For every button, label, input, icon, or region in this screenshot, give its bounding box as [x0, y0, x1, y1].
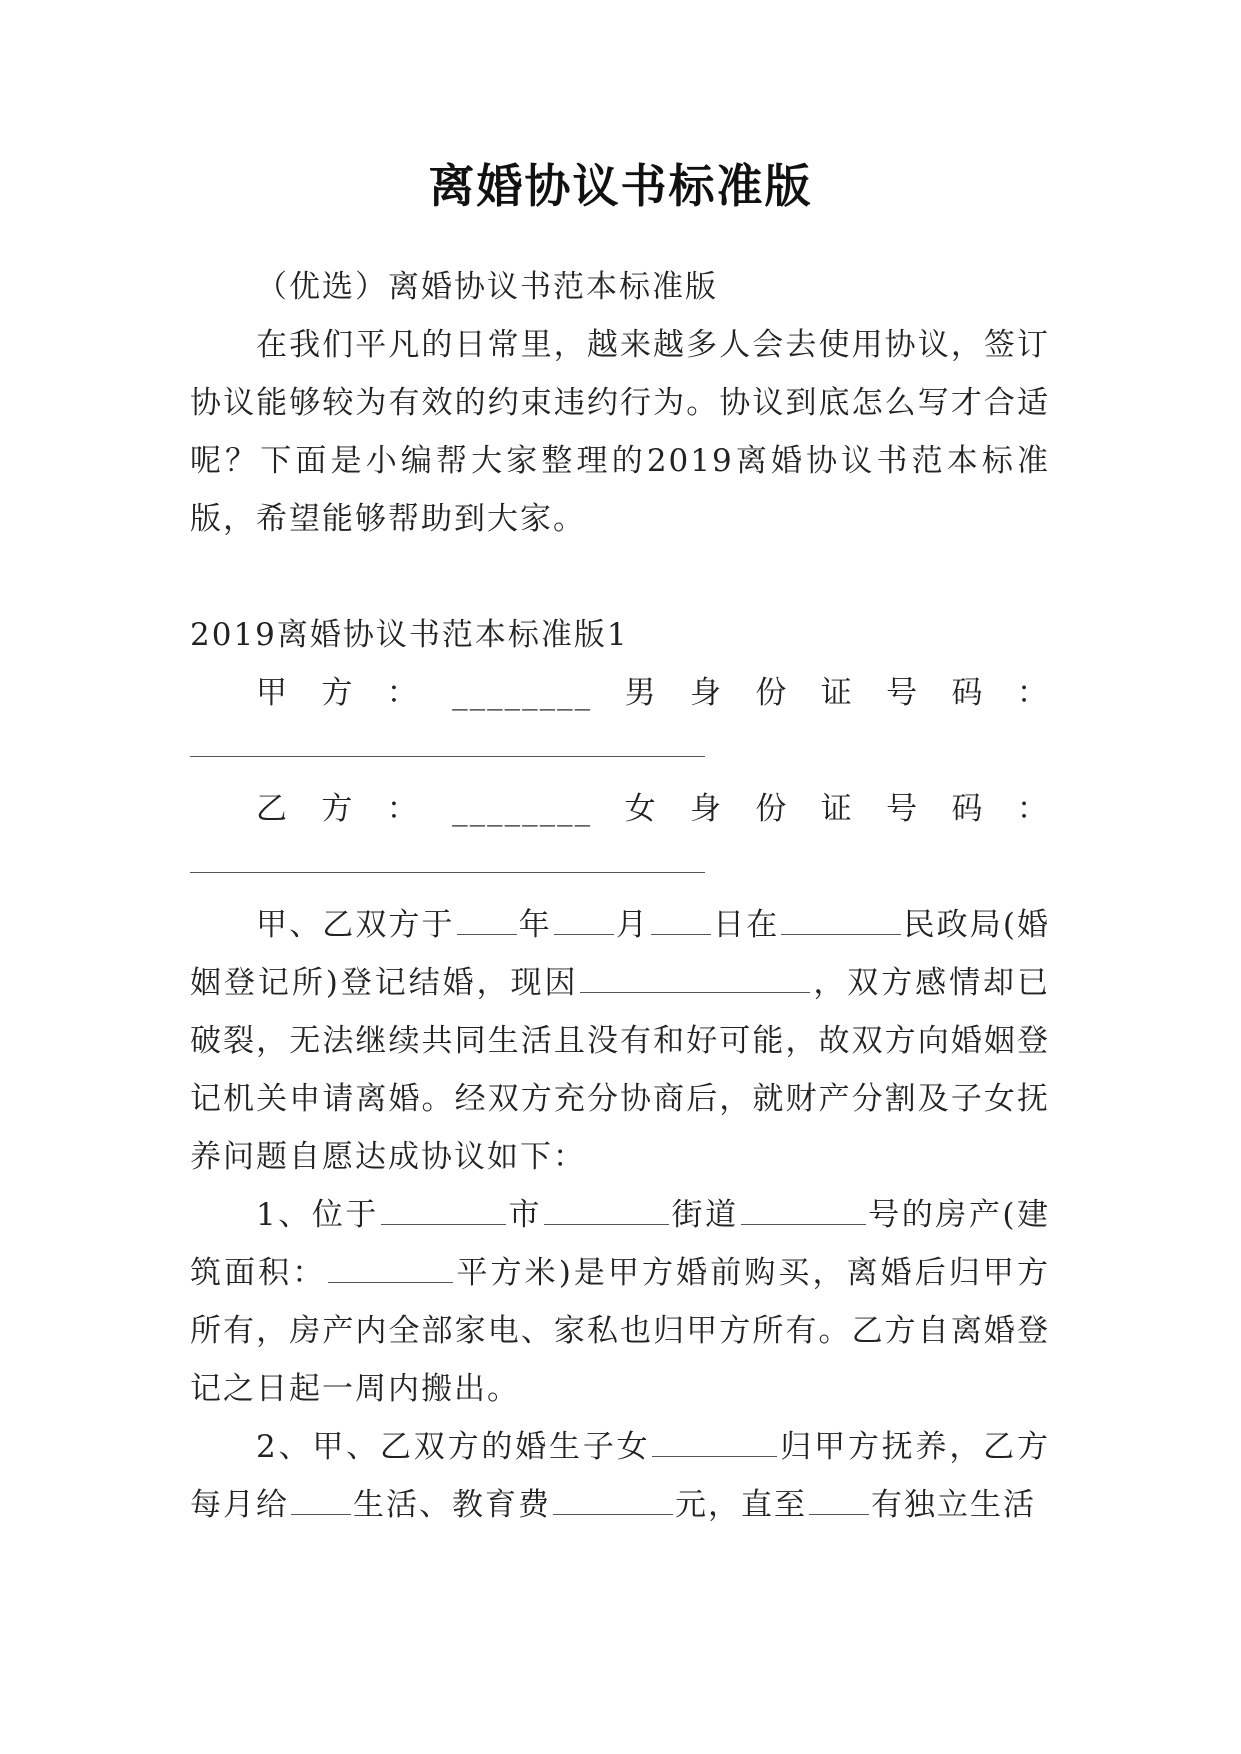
marriage-text: 民政局(婚姻登记所)登记结婚，现因	[190, 907, 1051, 1001]
city-blank	[381, 1194, 506, 1225]
party-a-line	[190, 664, 1050, 722]
marriage-text: 月	[615, 907, 650, 943]
party-b-char: 方	[321, 791, 355, 827]
bureau-blank	[781, 904, 901, 935]
clause-text: 1、位于	[256, 1197, 379, 1233]
party-b-id-char: 号	[886, 791, 920, 827]
marriage-paragraph	[190, 896, 1050, 1186]
party-b-char: 乙	[256, 791, 289, 827]
party-b-id-char: 女	[624, 791, 658, 827]
party-b-id-blank	[190, 838, 1050, 896]
intro-paragraph: 在我们平凡的日常里，越来越多人会去使用协议，签订协议能够较为有效的约束违约行为。协议到底怎么写才合适呢？下面是小编帮大家整理的2019离婚协议书范本标准版，希望能够帮助到大家。	[190, 327, 1050, 537]
party-b-id-char: 份	[755, 791, 789, 827]
blank-rule	[190, 872, 705, 873]
recipient-blank	[291, 1484, 351, 1515]
until-blank	[809, 1484, 869, 1515]
party-a-char: ：	[386, 675, 420, 711]
child-blank	[652, 1426, 777, 1457]
party-a-name-blank: ________	[452, 675, 593, 711]
party-a-id-char: 码	[951, 675, 985, 711]
marriage-text: ，双方感情却已破裂，无法继续共同生活且没有和好可能，故双方向婚姻登记机关申请离婚。经双方充分协商后，就财产分割及子女抚养问题自愿达成协议如下：	[190, 965, 1051, 1175]
marriage-text: 日在	[713, 907, 780, 943]
area-blank	[328, 1252, 453, 1283]
document-title: 离婚协议书标准版	[428, 159, 813, 213]
street-blank	[544, 1194, 669, 1225]
clause-text: 2、甲、乙双方的婚生子女	[256, 1429, 651, 1465]
party-b-char: ：	[386, 791, 420, 827]
section-heading: 2019离婚协议书范本标准版1	[190, 617, 629, 653]
day-blank	[651, 904, 711, 935]
clause-2	[190, 1418, 1050, 1534]
party-b-id-char: ：	[1016, 791, 1050, 827]
year-blank	[457, 904, 517, 935]
month-blank	[554, 904, 614, 935]
clause-1	[190, 1186, 1050, 1418]
clause-text: 市	[507, 1197, 542, 1233]
party-a-id-blank	[190, 722, 1050, 780]
amount-blank	[553, 1484, 673, 1515]
party-a-id-char: 身	[689, 675, 723, 711]
party-a-id-char: 男	[624, 675, 658, 711]
clause-text: 生活、教育费	[353, 1487, 551, 1523]
clause-text: 街道	[671, 1197, 739, 1233]
party-b-id-char: 证	[820, 791, 854, 827]
blank-rule	[190, 756, 705, 757]
party-b-id-char: 码	[951, 791, 985, 827]
party-b-line	[190, 780, 1050, 838]
clause-text: 元，直至	[675, 1487, 807, 1523]
clause-text: 号的房产(建筑面积：	[190, 1197, 1051, 1291]
marriage-text: 甲、乙双方于	[256, 907, 455, 943]
paragraph-spacer	[190, 548, 1050, 606]
reason-blank	[580, 962, 810, 993]
party-a-id-char: 证	[820, 675, 854, 711]
party-a-id-char: 份	[755, 675, 789, 711]
party-a-char: 方	[321, 675, 355, 711]
subtitle-line: （优选）离婚协议书范本标准版	[256, 269, 718, 305]
clause-text: 有独立生活	[871, 1487, 1036, 1523]
party-b-id-char: 身	[689, 791, 723, 827]
party-a-id-char: ：	[1016, 675, 1050, 711]
number-blank	[741, 1194, 866, 1225]
party-b-name-blank: ________	[452, 791, 593, 827]
document-body	[190, 258, 1050, 1534]
clause-text: 平方米)是甲方婚前购买，离婚后归甲方所有，房产内全部家电、家私也归甲方所有。乙方自离婚登记之日起一周内搬出。	[190, 1255, 1051, 1407]
party-a-id-char: 号	[886, 675, 920, 711]
clause-text: 归甲方抚养，乙方每月给	[190, 1429, 1050, 1523]
marriage-text: 年	[518, 907, 552, 943]
party-a-char: 甲	[256, 675, 289, 711]
